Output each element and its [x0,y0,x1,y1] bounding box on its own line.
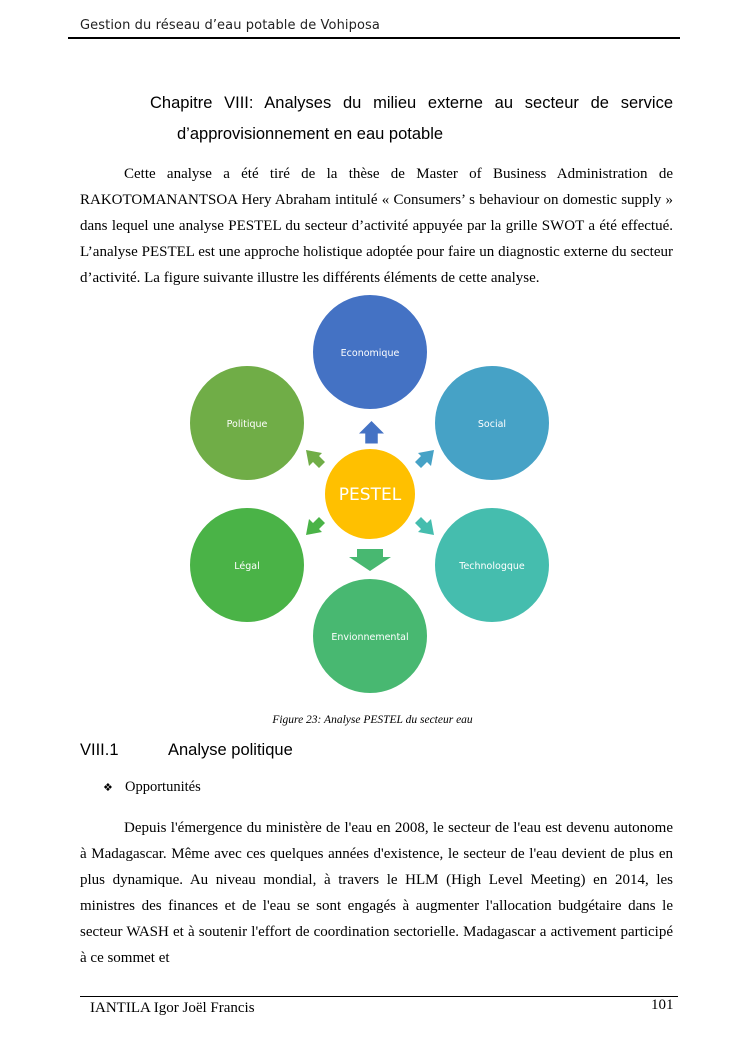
pestel-node-economique [312,294,428,410]
chapter-title-line-2: d’approvisionnement en eau potable [177,125,444,143]
intro-paragraph [80,161,673,291]
pestel-node-social [434,365,550,481]
pestel-node-politique [189,365,305,481]
arrow-icon-up-left [306,450,325,468]
pestel-node-label: Envionnemental [331,632,409,643]
footer-author: IANTILA Igor Joël Francis [90,1000,255,1016]
running-header: Gestion du réseau d’eau potable de Vohiposa [80,18,380,33]
section-title: Analyse politique [168,741,293,759]
pestel-node-label: Politique [226,419,268,430]
chapter-title-line-1: Chapitre VIII: Analyses du milieu externe au secteur de service [150,94,673,112]
pestel-node-label: Légal [234,561,260,572]
bullet-text: Opportunités [125,779,201,795]
figure-caption: Figure 23: Analyse PESTEL du secteur eau [272,714,473,726]
chapter-title [80,88,673,150]
pestel-diagram [175,290,565,700]
pestel-center [324,448,416,540]
pestel-node-legal [189,507,305,623]
section-heading [80,741,293,760]
page-number: 101 [651,997,674,1013]
pestel-node-environnemental [312,578,428,694]
section-number: VIII.1 [80,741,119,759]
arrow-icon-down-left [306,517,325,535]
bullet-item [103,779,201,796]
intro-paragraph-text: Cette analyse a été tiré de la thèse de Master of Business Administration de RAKOTOMANANTSOA Hery Abraham intitulé « Consumers’ s behaviour on domestic supply » dans lequel une analyse PESTEL du secteur d’activité appuyée par la grille SWOT a été effectué. L’analyse PESTEL est une approche holistique adoptée pour faire un diagnostic externe du secteur d’activité. La figure suivante illustre les différents éléments de cette analyse. [80,166,673,286]
pestel-node-technologique [434,507,550,623]
pestel-node-label: Technologque [459,561,525,572]
arrow-icon-down [349,549,391,571]
pestel-center-label: PESTEL [338,485,402,505]
footer-rule [80,996,678,997]
arrow-icon-up [359,421,384,444]
pestel-node-label: Social [477,419,507,430]
pestel-node-label: Economique [340,348,400,359]
body-paragraph [80,815,673,971]
body-paragraph-text: Depuis l'émergence du ministère de l'eau en 2008, le secteur de l'eau est devenu autonome à Madagascar. Même avec ces quelques années d'existence, le secteur de l'eau devient de plus en plus dynamique. Au niveau mondial, à travers le HLM (High Level Meeting) en 2014, les ministres des finances et de l'eau se sont engagés à augmenter l'allocation budgétaire dans le secteur WASH et à soutenir l'effort de coordination sectorielle. Madagascar a activement participé à ce sommet et [80,820,673,966]
arrow-icon-down-right [415,517,434,535]
diamond-bullet-icon: ❖ [103,781,113,794]
header-rule [68,37,680,39]
arrow-icon-up-right [415,450,434,468]
